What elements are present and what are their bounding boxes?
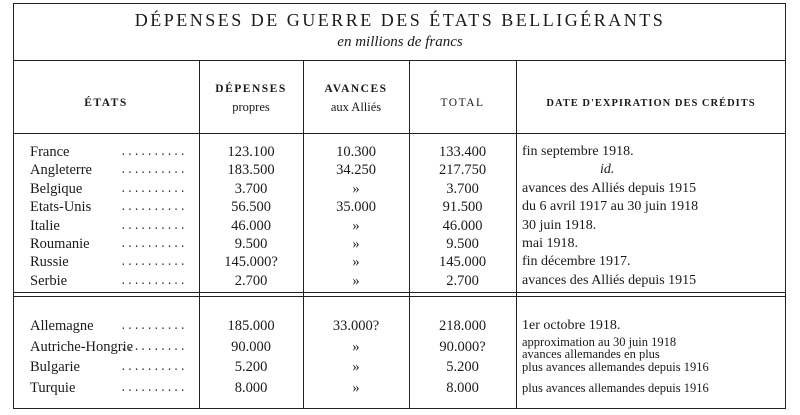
leader-dots: .......... <box>120 257 187 270</box>
row-etat: Turquie <box>30 379 76 396</box>
row-date-note: avances allemandes en plus <box>522 346 660 361</box>
row-etat: Allemagne <box>30 318 94 334</box>
title-divider <box>13 60 786 61</box>
row-total: 2.700 <box>446 272 479 289</box>
header-date: DATE D'EXPIRATION DES CRÉDITS <box>546 98 756 109</box>
row-date: 1er octobre 1918. <box>522 318 621 333</box>
header-total: TOTAL <box>440 97 485 109</box>
row-depenses: 2.700 <box>234 272 268 289</box>
row-etat: Angleterre <box>30 162 92 179</box>
leader-dots: .......... <box>120 362 187 374</box>
col-divider-3 <box>409 60 410 409</box>
row-date: id. <box>600 162 615 178</box>
row-avances: » <box>352 254 360 271</box>
row-total: 218.000 <box>438 318 487 334</box>
row-total: 217.750 <box>438 162 487 179</box>
row-etat: Bulgarie <box>30 359 80 375</box>
row-avances: » <box>352 272 360 289</box>
row-etat: Belgique <box>30 180 83 197</box>
row-total: 90.000? <box>439 338 486 355</box>
row-depenses: 9.500 <box>234 236 268 252</box>
leader-dots: .......... <box>120 382 187 395</box>
row-etat: Serbie <box>30 272 68 289</box>
leader-dots: .......... <box>120 165 187 178</box>
row-avances: » <box>352 359 360 375</box>
row-total: 5.200 <box>446 359 479 375</box>
group-divider-2 <box>13 296 786 297</box>
row-avances: » <box>352 236 360 252</box>
row-depenses: 5.200 <box>234 359 268 375</box>
row-total: 46.000 <box>442 217 483 234</box>
row-avances: 10.300 <box>336 144 376 160</box>
leader-dots: .......... <box>120 341 187 354</box>
row-depenses: 185.000 <box>227 318 275 334</box>
table-title: DÉPENSES DE GUERRE DES ÉTATS BELLIGÉRANTS <box>134 10 666 30</box>
row-date: avances des Alliés depuis 1915 <box>522 180 697 196</box>
header-depenses: DÉPENSES propres <box>215 83 287 114</box>
row-date: du 6 avril 1917 au 30 juin 1918 <box>522 199 699 215</box>
row-depenses: 90.000 <box>231 338 271 355</box>
row-avances: » <box>352 217 360 234</box>
row-date: fin septembre 1918. <box>522 144 634 159</box>
leader-dots: .......... <box>120 275 187 288</box>
row-etat: Russie <box>30 254 69 271</box>
row-depenses: 56.500 <box>231 199 271 216</box>
row-total: 8.000 <box>446 379 479 396</box>
leader-dots: .......... <box>120 239 187 251</box>
row-etat: France <box>30 144 70 160</box>
row-date: mai 1918. <box>522 236 578 251</box>
row-total: 145.000 <box>438 254 487 271</box>
row-etat: Etats-Unis <box>30 199 92 216</box>
row-avances: » <box>352 338 360 355</box>
row-total: 9.500 <box>446 236 479 252</box>
row-etat: Roumanie <box>30 236 90 252</box>
row-avances: 33.000? <box>332 318 380 334</box>
row-etat: Autriche-Hongrie <box>30 338 134 355</box>
row-depenses: 8.000 <box>234 379 268 396</box>
leader-dots: .......... <box>120 321 187 333</box>
row-date: avances des Alliés depuis 1915 <box>522 272 697 288</box>
header-etats: ÉTATS <box>84 97 128 109</box>
row-depenses: 46.000 <box>231 217 271 234</box>
row-date: fin décembre 1917. <box>522 254 631 270</box>
row-date: 30 juin 1918. <box>522 217 597 233</box>
row-etat: Italie <box>30 217 60 234</box>
row-date: plus avances allemandes depuis 1916 <box>522 380 709 395</box>
row-avances: 34.250 <box>336 162 376 179</box>
leader-dots: .......... <box>120 220 187 233</box>
table-subtitle: en millions de francs <box>337 34 463 50</box>
row-depenses: 123.100 <box>227 144 275 160</box>
row-date: plus avances allemandes depuis 1916 <box>522 360 709 374</box>
row-date: approximation au 30 juin 1918 <box>522 334 677 349</box>
row-depenses: 183.500 <box>227 162 275 179</box>
row-avances: » <box>352 180 360 197</box>
row-depenses: 145.000? <box>224 254 278 271</box>
leader-dots: .......... <box>120 202 187 215</box>
row-total: 91.500 <box>442 199 483 216</box>
header-avances: AVANCES aux Alliés <box>324 83 388 114</box>
leader-dots: .......... <box>120 147 187 159</box>
row-total: 3.700 <box>446 180 479 197</box>
row-avances: 35.000 <box>336 199 376 216</box>
row-avances: » <box>352 379 360 396</box>
group-divider-1 <box>13 292 786 293</box>
header-divider <box>13 133 786 134</box>
row-depenses: 3.700 <box>234 180 268 197</box>
leader-dots: .......... <box>120 183 187 196</box>
row-total: 133.400 <box>438 144 487 160</box>
